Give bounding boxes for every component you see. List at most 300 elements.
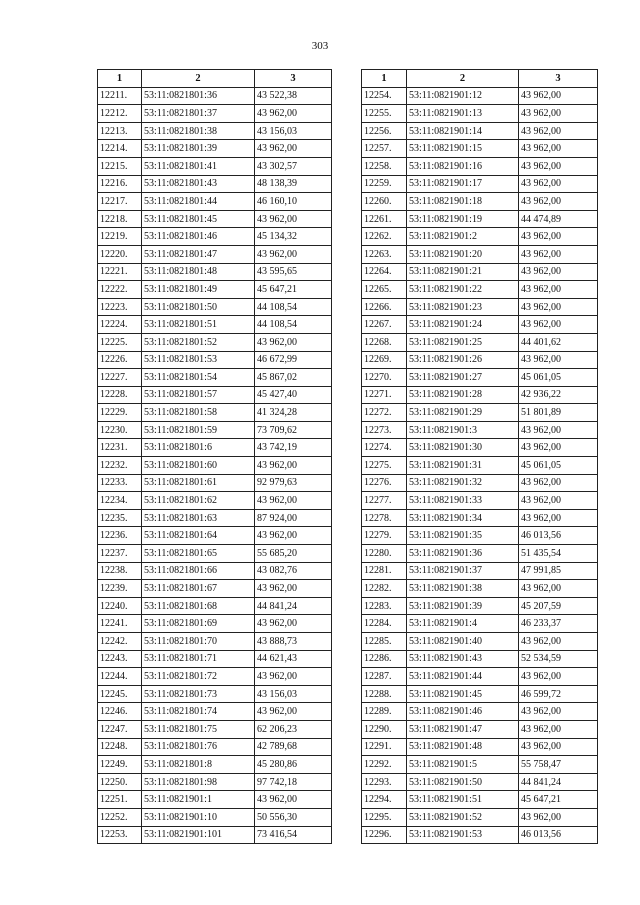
row-number: 12253. [98, 826, 142, 844]
table-row [98, 492, 332, 510]
cadastral-number: 53:11:0821901:23 [407, 298, 519, 316]
cadastral-number: 53:11:0821801:61 [142, 474, 255, 492]
row-number: 12268. [362, 333, 407, 351]
table-row [98, 597, 332, 615]
column-header-value: 3 [255, 70, 332, 88]
cadastral-number: 53:11:0821801:72 [142, 668, 255, 686]
column-header-number: 1 [98, 70, 142, 88]
row-value: 43 962,00 [255, 527, 332, 545]
row-value: 43 302,57 [255, 157, 332, 175]
cadastral-number: 53:11:0821901:24 [407, 316, 519, 334]
row-number: 12238. [98, 562, 142, 580]
row-number: 12211. [98, 87, 142, 105]
table-row [362, 668, 598, 686]
table-row [98, 457, 332, 475]
cadastral-number: 53:11:0821801:36 [142, 87, 255, 105]
table-row [98, 685, 332, 703]
row-value: 42 936,22 [519, 386, 598, 404]
cadastral-number: 53:11:0821901:5 [407, 756, 519, 774]
cadastral-number: 53:11:0821901:12 [407, 87, 519, 105]
row-value: 43 962,00 [519, 122, 598, 140]
row-number: 12285. [362, 633, 407, 651]
table-row [362, 281, 598, 299]
cadastral-number: 53:11:0821901:36 [407, 545, 519, 563]
cadastral-number: 53:11:0821801:43 [142, 175, 255, 193]
table-row [98, 633, 332, 651]
row-number: 12251. [98, 791, 142, 809]
row-number: 12235. [98, 509, 142, 527]
column-header-value: 3 [519, 70, 598, 88]
row-number: 12287. [362, 668, 407, 686]
table-row [98, 773, 332, 791]
row-value: 43 962,00 [255, 105, 332, 123]
row-number: 12250. [98, 773, 142, 791]
row-value: 44 621,43 [255, 650, 332, 668]
table-row [362, 157, 598, 175]
row-value: 43 962,00 [255, 457, 332, 475]
row-value: 43 962,00 [519, 492, 598, 510]
row-value: 45 647,21 [519, 791, 598, 809]
cadastral-number: 53:11:0821801:47 [142, 245, 255, 263]
table-body-right [362, 87, 598, 844]
cadastral-number: 53:11:0821901:27 [407, 369, 519, 387]
cadastral-number: 53:11:0821801:46 [142, 228, 255, 246]
cadastral-number: 53:11:0821901:39 [407, 597, 519, 615]
cadastral-number: 53:11:0821801:37 [142, 105, 255, 123]
cadastral-number: 53:11:0821901:15 [407, 140, 519, 158]
row-value: 92 979,63 [255, 474, 332, 492]
table-row [362, 703, 598, 721]
table-row [362, 369, 598, 387]
row-number: 12275. [362, 457, 407, 475]
table-row [362, 562, 598, 580]
cadastral-number: 53:11:0821801:44 [142, 193, 255, 211]
table-row [362, 87, 598, 105]
row-number: 12273. [362, 421, 407, 439]
row-value: 43 962,00 [255, 210, 332, 228]
row-value: 45 867,02 [255, 369, 332, 387]
cadastral-number: 53:11:0821901:30 [407, 439, 519, 457]
table-row [362, 720, 598, 738]
cadastral-number: 53:11:0821801:52 [142, 333, 255, 351]
cadastral-number: 53:11:0821801:75 [142, 720, 255, 738]
row-number: 12216. [98, 175, 142, 193]
cadastral-number: 53:11:0821901:2 [407, 228, 519, 246]
table-row [362, 105, 598, 123]
row-number: 12255. [362, 105, 407, 123]
row-value: 45 427,40 [255, 386, 332, 404]
cadastral-number: 53:11:0821901:38 [407, 580, 519, 598]
table-row [362, 245, 598, 263]
row-value: 43 962,00 [519, 474, 598, 492]
row-value: 42 789,68 [255, 738, 332, 756]
row-value: 43 156,03 [255, 122, 332, 140]
row-number: 12274. [362, 439, 407, 457]
row-value: 44 474,89 [519, 210, 598, 228]
cadastral-number: 53:11:0821901:10 [142, 808, 255, 826]
table-row [362, 439, 598, 457]
table-row [98, 105, 332, 123]
cadastral-number: 53:11:0821901:101 [142, 826, 255, 844]
cadastral-number: 53:11:0821801:54 [142, 369, 255, 387]
row-number: 12243. [98, 650, 142, 668]
row-number: 12252. [98, 808, 142, 826]
row-number: 12271. [362, 386, 407, 404]
row-number: 12286. [362, 650, 407, 668]
row-number: 12293. [362, 773, 407, 791]
table-row [362, 756, 598, 774]
cadastral-number: 53:11:0821901:28 [407, 386, 519, 404]
row-number: 12222. [98, 281, 142, 299]
row-value: 43 962,00 [519, 439, 598, 457]
row-value: 43 962,00 [255, 333, 332, 351]
row-value: 44 841,24 [255, 597, 332, 615]
cadastral-number: 53:11:0821901:37 [407, 562, 519, 580]
row-value: 43 962,00 [519, 298, 598, 316]
table-header-row [98, 70, 332, 88]
cadastral-number: 53:11:0821901:44 [407, 668, 519, 686]
register-table-right [361, 69, 598, 844]
row-number: 12233. [98, 474, 142, 492]
row-number: 12279. [362, 527, 407, 545]
table-row [362, 263, 598, 281]
table-row [98, 738, 332, 756]
table-row [362, 351, 598, 369]
table-row [362, 333, 598, 351]
cadastral-number: 53:11:0821901:50 [407, 773, 519, 791]
row-number: 12232. [98, 457, 142, 475]
row-number: 12240. [98, 597, 142, 615]
row-value: 43 962,00 [519, 140, 598, 158]
cadastral-number: 53:11:0821901:40 [407, 633, 519, 651]
table-row [362, 140, 598, 158]
row-number: 12237. [98, 545, 142, 563]
row-number: 12278. [362, 509, 407, 527]
table-row [362, 175, 598, 193]
table-row [98, 140, 332, 158]
table-row [362, 228, 598, 246]
table-row [98, 650, 332, 668]
row-number: 12270. [362, 369, 407, 387]
row-value: 45 647,21 [255, 281, 332, 299]
row-value: 43 962,00 [519, 263, 598, 281]
row-number: 12277. [362, 492, 407, 510]
row-number: 12241. [98, 615, 142, 633]
column-header-cadastral: 2 [142, 70, 255, 88]
cadastral-number: 53:11:0821801:64 [142, 527, 255, 545]
table-row [98, 263, 332, 281]
cadastral-number: 53:11:0821901:52 [407, 808, 519, 826]
cadastral-number: 53:11:0821801:71 [142, 650, 255, 668]
cadastral-number: 53:11:0821901:14 [407, 122, 519, 140]
table-row [98, 791, 332, 809]
row-value: 43 962,00 [519, 668, 598, 686]
cadastral-number: 53:11:0821801:48 [142, 263, 255, 281]
register-table-left [97, 69, 332, 844]
table-row [362, 421, 598, 439]
row-number: 12236. [98, 527, 142, 545]
row-number: 12260. [362, 193, 407, 211]
cadastral-number: 53:11:0821801:57 [142, 386, 255, 404]
row-number: 12296. [362, 826, 407, 844]
row-number: 12284. [362, 615, 407, 633]
table-row [362, 193, 598, 211]
row-value: 43 962,00 [255, 580, 332, 598]
cadastral-number: 53:11:0821901:21 [407, 263, 519, 281]
table-row [98, 210, 332, 228]
row-number: 12221. [98, 263, 142, 281]
cadastral-number: 53:11:0821901:22 [407, 281, 519, 299]
cadastral-number: 53:11:0821901:16 [407, 157, 519, 175]
cadastral-number: 53:11:0821901:26 [407, 351, 519, 369]
cadastral-number: 53:11:0821801:63 [142, 509, 255, 527]
table-row [362, 298, 598, 316]
table-row [362, 773, 598, 791]
row-value: 43 962,00 [519, 281, 598, 299]
cadastral-number: 53:11:0821901:18 [407, 193, 519, 211]
row-number: 12226. [98, 351, 142, 369]
row-number: 12288. [362, 685, 407, 703]
cadastral-number: 53:11:0821801:59 [142, 421, 255, 439]
row-number: 12248. [98, 738, 142, 756]
row-value: 73 416,54 [255, 826, 332, 844]
row-value: 43 962,00 [255, 615, 332, 633]
row-number: 12295. [362, 808, 407, 826]
row-value: 45 207,59 [519, 597, 598, 615]
row-value: 43 962,00 [519, 633, 598, 651]
cadastral-number: 53:11:0821901:43 [407, 650, 519, 668]
table-row [98, 668, 332, 686]
cadastral-number: 53:11:0821901:17 [407, 175, 519, 193]
row-number: 12282. [362, 580, 407, 598]
row-number: 12269. [362, 351, 407, 369]
row-value: 43 962,00 [519, 316, 598, 334]
table-row [98, 281, 332, 299]
row-number: 12239. [98, 580, 142, 598]
row-value: 43 962,00 [519, 580, 598, 598]
cadastral-number: 53:11:0821801:6 [142, 439, 255, 457]
row-number: 12272. [362, 404, 407, 422]
column-header-cadastral: 2 [407, 70, 519, 88]
row-value: 43 742,19 [255, 439, 332, 457]
cadastral-number: 53:11:0821801:68 [142, 597, 255, 615]
row-value: 43 962,00 [255, 140, 332, 158]
row-number: 12212. [98, 105, 142, 123]
row-number: 12215. [98, 157, 142, 175]
row-value: 45 280,86 [255, 756, 332, 774]
table-row [362, 685, 598, 703]
table-row [362, 316, 598, 334]
row-number: 12218. [98, 210, 142, 228]
row-value: 44 108,54 [255, 316, 332, 334]
row-number: 12265. [362, 281, 407, 299]
row-number: 12225. [98, 333, 142, 351]
row-number: 12249. [98, 756, 142, 774]
row-value: 97 742,18 [255, 773, 332, 791]
row-number: 12220. [98, 245, 142, 263]
row-number: 12227. [98, 369, 142, 387]
row-number: 12245. [98, 685, 142, 703]
row-value: 43 962,00 [519, 703, 598, 721]
table-row [362, 738, 598, 756]
row-value: 43 962,00 [519, 720, 598, 738]
cadastral-number: 53:11:0821801:66 [142, 562, 255, 580]
row-value: 46 013,56 [519, 826, 598, 844]
row-number: 12257. [362, 140, 407, 158]
row-value: 43 962,00 [255, 245, 332, 263]
table-row [98, 333, 332, 351]
row-number: 12234. [98, 492, 142, 510]
cadastral-number: 53:11:0821901:13 [407, 105, 519, 123]
cadastral-number: 53:11:0821801:70 [142, 633, 255, 651]
table-row [98, 228, 332, 246]
table-row [362, 580, 598, 598]
row-value: 50 556,30 [255, 808, 332, 826]
table-row [362, 474, 598, 492]
table-row [98, 245, 332, 263]
row-number: 12214. [98, 140, 142, 158]
table-row [98, 720, 332, 738]
row-value: 43 962,00 [519, 738, 598, 756]
row-value: 46 160,10 [255, 193, 332, 211]
row-number: 12229. [98, 404, 142, 422]
cadastral-number: 53:11:0821901:3 [407, 421, 519, 439]
table-row [98, 826, 332, 844]
cadastral-number: 53:11:0821801:73 [142, 685, 255, 703]
cadastral-number: 53:11:0821801:69 [142, 615, 255, 633]
row-number: 12224. [98, 316, 142, 334]
row-number: 12254. [362, 87, 407, 105]
row-number: 12258. [362, 157, 407, 175]
table-row [362, 545, 598, 563]
row-value: 43 522,38 [255, 87, 332, 105]
column-header-number: 1 [362, 70, 407, 88]
row-number: 12219. [98, 228, 142, 246]
row-number: 12256. [362, 122, 407, 140]
table-row [98, 545, 332, 563]
table-row [98, 298, 332, 316]
row-number: 12276. [362, 474, 407, 492]
table-row [362, 597, 598, 615]
table-row [362, 633, 598, 651]
cadastral-number: 53:11:0821801:76 [142, 738, 255, 756]
cadastral-number: 53:11:0821901:20 [407, 245, 519, 263]
table-row [98, 562, 332, 580]
row-value: 55 685,20 [255, 545, 332, 563]
row-number: 12281. [362, 562, 407, 580]
row-value: 43 962,00 [519, 421, 598, 439]
row-number: 12223. [98, 298, 142, 316]
table-row [98, 386, 332, 404]
row-value: 73 709,62 [255, 421, 332, 439]
row-number: 12264. [362, 263, 407, 281]
table-header-row [362, 70, 598, 88]
cadastral-number: 53:11:0821901:25 [407, 333, 519, 351]
row-number: 12242. [98, 633, 142, 651]
cadastral-number: 53:11:0821901:31 [407, 457, 519, 475]
table-row [362, 457, 598, 475]
row-value: 43 962,00 [519, 228, 598, 246]
table-row [98, 474, 332, 492]
row-value: 87 924,00 [255, 509, 332, 527]
row-value: 43 962,00 [255, 703, 332, 721]
table-row [98, 509, 332, 527]
row-value: 43 156,03 [255, 685, 332, 703]
row-number: 12267. [362, 316, 407, 334]
table-row [98, 527, 332, 545]
row-number: 12290. [362, 720, 407, 738]
row-value: 44 841,24 [519, 773, 598, 791]
row-number: 12213. [98, 122, 142, 140]
cadastral-number: 53:11:0821901:47 [407, 720, 519, 738]
table-row [362, 492, 598, 510]
table-row [98, 703, 332, 721]
table-row [362, 527, 598, 545]
table-row [362, 615, 598, 633]
row-value: 46 233,37 [519, 615, 598, 633]
cadastral-number: 53:11:0821901:1 [142, 791, 255, 809]
table-row [362, 826, 598, 844]
row-number: 12230. [98, 421, 142, 439]
table-row [98, 615, 332, 633]
cadastral-number: 53:11:0821801:60 [142, 457, 255, 475]
table-row [98, 316, 332, 334]
cadastral-number: 53:11:0821901:45 [407, 685, 519, 703]
row-number: 12246. [98, 703, 142, 721]
row-value: 43 962,00 [255, 668, 332, 686]
cadastral-number: 53:11:0821901:33 [407, 492, 519, 510]
cadastral-number: 53:11:0821901:48 [407, 738, 519, 756]
row-value: 47 991,85 [519, 562, 598, 580]
row-value: 52 534,59 [519, 650, 598, 668]
row-value: 43 962,00 [519, 175, 598, 193]
row-value: 43 962,00 [519, 245, 598, 263]
page-number: 303 [311, 40, 329, 52]
row-number: 12231. [98, 439, 142, 457]
table-row [98, 404, 332, 422]
table-row [362, 509, 598, 527]
cadastral-number: 53:11:0821901:34 [407, 509, 519, 527]
row-number: 12292. [362, 756, 407, 774]
cadastral-number: 53:11:0821801:98 [142, 773, 255, 791]
row-value: 51 435,54 [519, 545, 598, 563]
row-number: 12262. [362, 228, 407, 246]
cadastral-number: 53:11:0821801:45 [142, 210, 255, 228]
cadastral-number: 53:11:0821801:39 [142, 140, 255, 158]
row-number: 12294. [362, 791, 407, 809]
cadastral-number: 53:11:0821801:65 [142, 545, 255, 563]
row-value: 45 061,05 [519, 369, 598, 387]
table-row [98, 157, 332, 175]
row-value: 43 962,00 [519, 87, 598, 105]
table-row [362, 650, 598, 668]
row-number: 12259. [362, 175, 407, 193]
cadastral-number: 53:11:0821801:50 [142, 298, 255, 316]
table-row [98, 756, 332, 774]
table-row [362, 122, 598, 140]
row-number: 12247. [98, 720, 142, 738]
row-number: 12280. [362, 545, 407, 563]
cadastral-number: 53:11:0821801:53 [142, 351, 255, 369]
row-value: 48 138,39 [255, 175, 332, 193]
cadastral-number: 53:11:0821901:4 [407, 615, 519, 633]
table-row [362, 210, 598, 228]
row-number: 12217. [98, 193, 142, 211]
cadastral-number: 53:11:0821901:51 [407, 791, 519, 809]
row-number: 12283. [362, 597, 407, 615]
row-number: 12244. [98, 668, 142, 686]
table-row [362, 791, 598, 809]
